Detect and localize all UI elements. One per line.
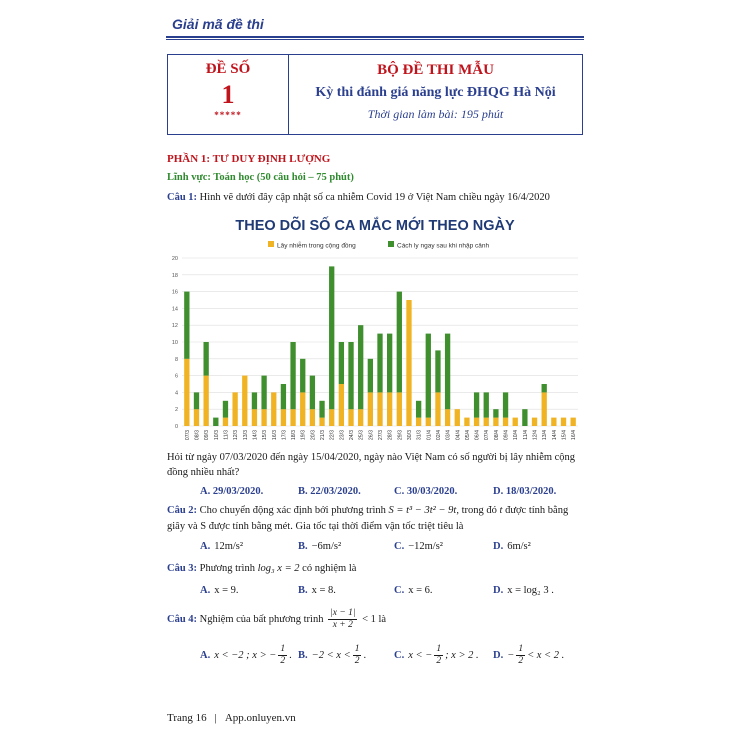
- q4-option-d-pre: −: [507, 649, 515, 661]
- bar-community: [464, 418, 469, 426]
- q4-option-a-frac: [278, 644, 287, 667]
- x-tick-label: 16/3: [271, 430, 278, 441]
- x-tick-label: 14/3: [252, 430, 259, 441]
- y-tick-label: 12: [171, 323, 178, 330]
- bar-community: [406, 300, 411, 426]
- q1-option-d-text: D. 18/03/2020.: [493, 486, 557, 497]
- chart-x-axis: [185, 430, 577, 440]
- q4-option-a[interactable]: [200, 644, 292, 667]
- y-tick-label: 8: [174, 356, 178, 363]
- bar-community: [223, 418, 228, 426]
- q1-question-line1: Hỏi từ ngày 07/03/2020 đến ngày 15/04/2020, ngày nào Việt Nam có số người bị lây nhiễm cộng: [167, 452, 576, 463]
- covid-cases-chart: [166, 208, 584, 450]
- bar-community: [455, 409, 460, 426]
- bar-quarantine: [445, 334, 450, 410]
- bar-quarantine: [358, 325, 363, 409]
- x-tick-label: 09/3: [204, 430, 211, 441]
- q3-option-d-key: D.: [493, 585, 504, 596]
- q2-option-b[interactable]: [298, 541, 341, 552]
- q2-line1: [167, 505, 568, 516]
- legend-label-quarantine: Cách ly ngay sau khi nhập cảnh: [397, 242, 490, 250]
- x-tick-label: 13/3: [242, 430, 249, 441]
- x-tick-label: 07/4: [484, 430, 491, 441]
- q3-option-a-text: x = 9.: [214, 585, 239, 596]
- q4-option-c-frac: [434, 644, 443, 667]
- bar-community: [377, 392, 382, 426]
- bar-community: [426, 418, 431, 426]
- bar-community: [242, 376, 247, 426]
- bar-community: [387, 392, 392, 426]
- bar-quarantine: [252, 392, 257, 409]
- q3-option-b-text: x = 8.: [311, 585, 336, 596]
- q4-option-d-frac: [516, 644, 525, 667]
- x-tick-label: 28/3: [387, 430, 394, 441]
- bar-community: [513, 418, 518, 426]
- q4-option-d-den: 2: [518, 656, 524, 666]
- bar-community: [493, 418, 498, 426]
- q4-option-d[interactable]: [493, 644, 564, 667]
- q2-text-b: , trong đó: [456, 505, 497, 516]
- bar-community: [203, 376, 208, 426]
- exam-time: Thời gian làm bài: 195 phút: [367, 107, 504, 121]
- bar-quarantine: [348, 342, 353, 409]
- bar-quarantine: [426, 334, 431, 418]
- bar-community: [368, 392, 373, 426]
- exam-stars: *****: [214, 110, 242, 120]
- q4-text-a: Nghiệm của bất phương trình: [199, 613, 324, 625]
- q4-option-b-post: .: [363, 649, 367, 661]
- x-tick-label: 12/3: [233, 430, 240, 441]
- x-tick-label: 09/4: [503, 430, 510, 441]
- q4-text-b: < 1 là: [362, 613, 387, 625]
- q3-option-c-key: C.: [394, 585, 405, 596]
- legend-swatch-quarantine: [388, 241, 394, 247]
- bar-community: [261, 409, 266, 426]
- q4-option-b-key: B.: [298, 649, 308, 661]
- x-tick-label: 21/3: [320, 430, 327, 441]
- bar-quarantine: [300, 359, 305, 393]
- q2-option-a-key: A.: [200, 541, 211, 552]
- q3-equation: log₃ x = 2: [257, 563, 300, 574]
- q4-option-b-num: 1: [354, 644, 360, 654]
- q3-option-a[interactable]: [200, 585, 239, 596]
- bar-community: [397, 392, 402, 426]
- x-tick-label: 20/3: [310, 430, 317, 441]
- x-tick-label: 03/4: [445, 430, 452, 441]
- bar-community: [281, 409, 286, 426]
- q4-option-a-pre: x < −2 ; x > −: [214, 649, 277, 661]
- bar-quarantine: [329, 266, 334, 409]
- q2-text-a: Cho chuyển động xác định bởi phương trình: [199, 505, 386, 516]
- x-tick-label: 15/4: [561, 430, 568, 441]
- q4-option-c-pre: x < −: [408, 649, 433, 661]
- q1-option-d[interactable]: [493, 486, 560, 497]
- q4-frac-den: x + 2: [332, 620, 353, 630]
- q4-frac-num: |x − 1|: [330, 608, 356, 618]
- q4-option-d-num: 1: [518, 644, 524, 654]
- exam-label: ĐỀ SỐ: [205, 61, 251, 77]
- q3-line: [167, 563, 356, 574]
- x-tick-label: 23/3: [339, 430, 346, 441]
- q4-option-d-key: D.: [493, 649, 504, 661]
- x-tick-label: 25/3: [358, 430, 365, 441]
- bar-community: [542, 392, 547, 426]
- x-tick-label: 14/4: [551, 430, 558, 441]
- q2-line2: giây và S được tính bằng mét. Gia tốc tại thời điểm vận tốc triệt tiêu là: [167, 521, 464, 532]
- q2-option-d-key: D.: [493, 541, 504, 552]
- bar-community: [474, 418, 479, 426]
- q3-text-a: Phương trình: [199, 563, 255, 574]
- q1-option-b-text: B. 22/03/2020.: [298, 486, 361, 497]
- q2-label: Câu 2:: [167, 505, 198, 516]
- x-tick-label: 08/4: [493, 430, 500, 441]
- bar-quarantine: [290, 342, 295, 409]
- q2-option-d[interactable]: [493, 541, 531, 552]
- footer-page-number: Trang 16: [167, 712, 207, 724]
- bar-quarantine: [522, 409, 527, 426]
- q4-option-c-post: ; x > 2 .: [445, 649, 479, 661]
- q1-option-c-text: C. 30/03/2020.: [394, 486, 458, 497]
- q2-option-b-key: B.: [298, 541, 308, 552]
- bar-community: [551, 418, 556, 426]
- q3-option-d[interactable]: [493, 585, 554, 596]
- x-tick-label: 05/4: [464, 430, 471, 441]
- q3-text-b: có nghiệm là: [302, 563, 357, 574]
- x-tick-label: 11/3: [223, 430, 230, 440]
- y-tick-label: 6: [174, 373, 178, 380]
- q2-option-c-key: C.: [394, 541, 405, 552]
- header-brand: Giải mã đề thi: [172, 16, 264, 32]
- x-tick-label: 19/3: [300, 430, 307, 441]
- q1-option-c[interactable]: [394, 486, 461, 497]
- page-footer: [167, 712, 296, 724]
- q4-option-a-num: 1: [280, 644, 286, 654]
- chart-bars: [184, 266, 576, 426]
- exam-title: BỘ ĐỀ THI MẪU: [377, 62, 494, 78]
- bar-community: [184, 359, 189, 426]
- q4-line: [167, 608, 386, 631]
- y-tick-label: 4: [174, 390, 178, 397]
- bar-quarantine: [339, 342, 344, 384]
- bar-community: [339, 384, 344, 426]
- bar-quarantine: [397, 292, 402, 393]
- x-tick-label: 30/3: [406, 430, 413, 441]
- q1-option-a-text: A. 29/03/2020.: [200, 486, 264, 497]
- q4-option-d-post: < x < 2 .: [527, 649, 565, 661]
- section-field: Lĩnh vực: Toán học (50 câu hỏi – 75 phút): [167, 172, 354, 183]
- x-tick-label: 31/3: [416, 430, 423, 441]
- bar-community: [252, 409, 257, 426]
- bar-quarantine: [281, 384, 286, 409]
- bar-community: [300, 392, 305, 426]
- q4-option-a-post: .: [289, 649, 292, 661]
- bar-community: [561, 418, 566, 426]
- bar-community: [290, 409, 295, 426]
- y-tick-label: 0: [174, 424, 178, 430]
- q3-option-d-text: x = log₂ 3 .: [507, 585, 554, 596]
- q2-equation: S = t³ − 3t² − 9t: [388, 505, 457, 516]
- bar-quarantine: [194, 392, 199, 409]
- bar-quarantine: [261, 376, 266, 410]
- q2-option-a[interactable]: [200, 541, 243, 552]
- x-tick-label: 08/3: [194, 430, 201, 441]
- x-tick-label: 24/3: [349, 430, 356, 441]
- q2-option-a-text: 12m/s²: [214, 541, 244, 552]
- bar-community: [416, 418, 421, 426]
- chart-legend: [268, 241, 490, 250]
- x-tick-label: 17/3: [281, 430, 288, 441]
- bar-community: [271, 392, 276, 426]
- bar-community: [319, 418, 324, 426]
- q2-var-t: t: [499, 505, 503, 516]
- q3-option-b[interactable]: [298, 585, 336, 596]
- chart-title: THEO DÕI SỐ CA MẮC MỚI THEO NGÀY: [235, 218, 515, 234]
- bar-quarantine: [387, 334, 392, 393]
- x-tick-label: 10/4: [513, 430, 520, 441]
- q4-option-c-num: 1: [436, 644, 442, 654]
- footer-site-link[interactable]: App.onluyen.vn: [224, 712, 296, 724]
- y-tick-label: 2: [174, 407, 178, 414]
- y-tick-label: 16: [171, 289, 178, 296]
- q3-option-c[interactable]: [394, 585, 433, 596]
- q2-option-d-text: 6m/s²: [507, 541, 531, 552]
- q1-line: [167, 192, 550, 203]
- x-tick-label: 16/4: [571, 430, 578, 441]
- y-tick-label: 14: [171, 306, 178, 313]
- bar-quarantine: [416, 401, 421, 418]
- section-part: PHẦN 1: TƯ DUY ĐỊNH LƯỢNG: [167, 153, 331, 165]
- q1-text: Hình vẽ dưới đây cập nhật số ca nhiễm Covid 19 ở Việt Nam chiều ngày 16/4/2020: [199, 192, 550, 203]
- bar-community: [329, 409, 334, 426]
- y-tick-label: 20: [171, 256, 178, 262]
- exam-info-box: [167, 54, 583, 135]
- header-rule: [166, 36, 584, 40]
- y-tick-label: 18: [171, 272, 178, 279]
- q1-option-b[interactable]: [298, 486, 365, 497]
- q4-option-b-frac: [353, 644, 362, 667]
- q1-option-a[interactable]: [200, 486, 267, 497]
- x-tick-label: 12/4: [532, 430, 539, 441]
- x-tick-label: 18/3: [291, 430, 298, 441]
- x-tick-label: 07/3: [184, 430, 191, 441]
- bar-quarantine: [503, 392, 508, 417]
- q4-option-b[interactable]: [298, 644, 366, 667]
- bar-community: [435, 392, 440, 426]
- footer-separator: |: [214, 712, 217, 724]
- bar-community: [348, 409, 353, 426]
- x-tick-label: 02/4: [435, 430, 442, 441]
- x-tick-label: 11/4: [522, 430, 529, 440]
- bar-community: [232, 392, 237, 426]
- bar-community: [571, 418, 576, 426]
- bar-community: [358, 409, 363, 426]
- bar-quarantine: [377, 334, 382, 393]
- q4-option-b-den: 2: [354, 656, 360, 666]
- q2-text-c: được tính bằng: [505, 505, 569, 516]
- bar-quarantine: [435, 350, 440, 392]
- exam-subtitle: Kỳ thi đánh giá năng lực ĐHQG Hà Nội: [315, 85, 556, 100]
- bar-community: [445, 409, 450, 426]
- bar-quarantine: [474, 392, 479, 417]
- bar-quarantine: [493, 409, 498, 417]
- bar-quarantine: [213, 418, 218, 426]
- q1-question-line2: đồng nhiều nhất?: [167, 467, 240, 478]
- bar-quarantine: [368, 359, 373, 393]
- q4-option-c-key: C.: [394, 649, 405, 661]
- legend-swatch-community: [268, 241, 274, 247]
- bar-community: [194, 409, 199, 426]
- q1-label: Câu 1:: [167, 192, 198, 203]
- q4-option-c-den: 2: [436, 656, 442, 666]
- x-tick-label: 04/4: [455, 430, 462, 441]
- x-tick-label: 06/4: [474, 430, 481, 441]
- x-tick-label: 15/3: [262, 430, 269, 441]
- q3-option-b-key: B.: [298, 585, 308, 596]
- y-tick-label: 10: [171, 340, 178, 346]
- bar-quarantine: [542, 384, 547, 392]
- bar-quarantine: [319, 401, 324, 418]
- bar-community: [310, 409, 315, 426]
- legend-label-community: Lây nhiễm trong cộng đồng: [277, 242, 356, 250]
- x-tick-label: 27/3: [378, 430, 384, 441]
- x-tick-label: 26/3: [368, 430, 375, 441]
- q4-label: Câu 4:: [167, 613, 198, 625]
- bar-community: [503, 418, 508, 426]
- q3-option-c-text: x = 6.: [408, 585, 433, 596]
- exam-title-panel: [289, 55, 582, 134]
- bar-community: [484, 418, 489, 426]
- q3-option-a-key: A.: [200, 585, 211, 596]
- q2-option-b-text: −6m/s²: [311, 541, 342, 552]
- bar-quarantine: [203, 342, 208, 376]
- bar-quarantine: [223, 401, 228, 418]
- q4-option-c[interactable]: [394, 644, 479, 667]
- bar-quarantine: [184, 292, 189, 359]
- exam-number-panel: [168, 55, 289, 134]
- q2-option-c-text: −12m/s²: [408, 541, 443, 552]
- exam-number: 1: [221, 80, 235, 109]
- q4-option-a-key: A.: [200, 649, 211, 661]
- q4-option-b-pre: −2 < x <: [311, 649, 351, 661]
- q2-option-c[interactable]: [394, 541, 443, 552]
- x-tick-label: 01/4: [426, 430, 433, 441]
- q4-option-a-den: 2: [280, 656, 286, 666]
- bar-quarantine: [310, 376, 315, 410]
- q4-fraction: [328, 608, 357, 631]
- x-tick-label: 22/3: [329, 430, 336, 441]
- bar-quarantine: [484, 392, 489, 417]
- x-tick-label: 10/3: [213, 430, 220, 441]
- x-tick-label: 13/4: [542, 430, 549, 441]
- bar-community: [532, 418, 537, 426]
- x-tick-label: 29/3: [397, 430, 404, 441]
- q3-label: Câu 3:: [167, 563, 198, 574]
